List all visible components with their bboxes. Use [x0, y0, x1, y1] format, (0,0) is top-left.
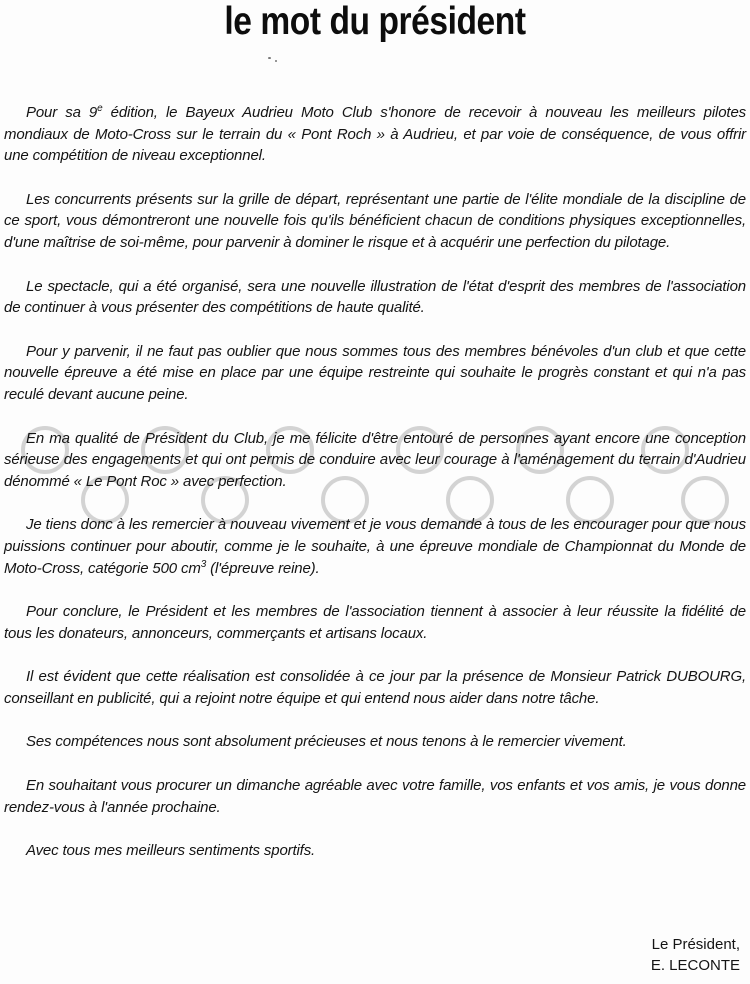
paragraph-10: En souhaitant vous procurer un dimanche agréable avec votre famille, vos enfants et vos amis, je vous donne rendez-vous à l'année prochaine.: [4, 777, 746, 816]
scan-speck: [275, 60, 277, 62]
letter-body: [4, 102, 746, 862]
paragraph-6-text: Je tiens donc à les remercier à nouveau vivement et je vous demande à tous de les encourager pour que nous puissions continuer pour aboutir, comme je le souhaite, à une épreuve mondiale de Championnat du Monde de Moto-Cross, catégorie 500 $cm^3$ (l'épreuve reine).: [4, 516, 746, 577]
paragraph-11: Avec tous mes meilleurs sentiments sportifs.: [26, 842, 316, 860]
signature-role: Le Président,: [651, 936, 740, 953]
paragraph-1: [4, 102, 746, 167]
signature-block: [651, 934, 740, 976]
paragraph-8: Il est évident que cette réalisation est consolidée à ce jour par la présence de Monsieur Patrick DUBOURG, conseillant en publicité, qui a rejoint notre équipe et qui entend nous aider dans notre tâche.: [4, 668, 746, 707]
paragraph-6: [4, 514, 746, 579]
paragraph-3: Le spectacle, qui a été organisé, sera une nouvelle illustration de l'état d'esprit des membres de l'association de continuer à vous présenter des compétitions de haute qualité.: [4, 277, 746, 317]
page-title: le mot du président: [224, 0, 526, 43]
paragraph-2: Les concurrents présents sur la grille de départ, représentant une partie de l'élite mondiale de la discipline de ce sport, vous démontreront une nouvelle fois qu'ils bénéficient chacun de conditions physiques exceptionnelles, d'une maîtrise de soi-même, pour parvenir à dominer le risque et à acquérir une perfection du pilotage.: [4, 190, 746, 251]
signature-name: E. LECONTE: [650, 957, 740, 974]
scan-speck: [268, 57, 271, 59]
paragraph-1-text: Pour sa 9e édition, le Bayeux Audrieu Moto Club s'honore de recevoir à nouveau les meilleurs pilotes mondiaux de Moto-Cross sur le terrain du « Pont Roch » à Audrieu, et par voie de conséquence, de vous offrir une compétition de niveau exceptionnel.: [4, 103, 746, 165]
paragraph-5: En ma qualité de Président du Club, je me félicite d'être entouré de personnes ayant encore une conception sérieuse des engagements et qui ont permis de conduire avec leur courage à l'aménagement du terrain d'Audrieu dénommé « Le Pont Roc » avec perfection.: [4, 429, 746, 490]
paragraph-9: Ses compétences nous sont absolument précieuses et nous tenons à le remercier vivement.: [26, 733, 627, 751]
paragraph-7: Pour conclure, le Président et les membres de l'association tiennent à associer à leur réussite la fidélité de tous les donateurs, annonceurs, commerçants et artisans locaux.: [4, 603, 746, 642]
paragraph-4: Pour y parvenir, il ne faut pas oublier que nous sommes tous des membres bénévoles d'un club et que cette nouvelle épreuve a été mise en place par une équipe restreinte qui souhaite le progrès constant et qui n'a pas reculé devant aucune peine.: [4, 342, 746, 403]
